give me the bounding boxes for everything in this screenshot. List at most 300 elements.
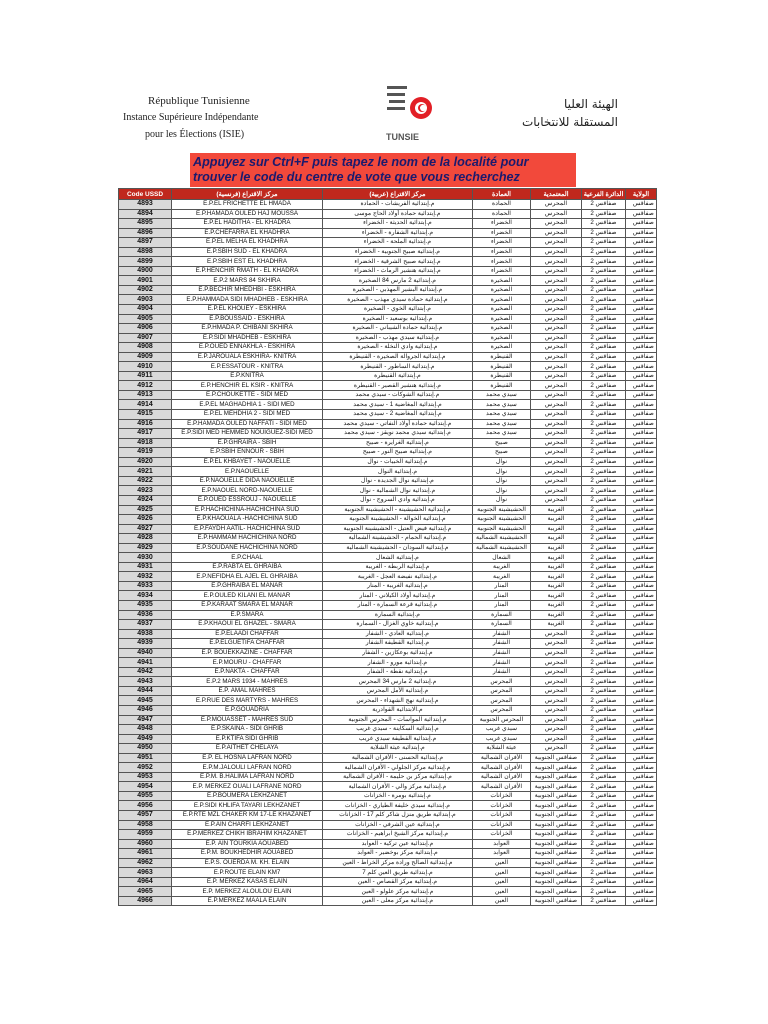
cell-subdistrict: صفاقس 2 xyxy=(582,744,626,754)
cell-code: 4902 xyxy=(119,285,172,295)
table-row xyxy=(119,725,657,735)
cell-center-fr: E.P.MERKEZ MAALA ELAIN xyxy=(172,896,323,906)
cell-imada: الشفار xyxy=(473,648,531,658)
cell-code: 4906 xyxy=(119,324,172,334)
cell-governorate: صفاقس xyxy=(626,209,657,219)
cell-center-fr: E.P.GHRAIRA - SBIH xyxy=(172,438,323,448)
cell-center-fr: E.P. AMAL MAHRES xyxy=(172,686,323,696)
table-row xyxy=(119,362,657,372)
cell-governorate: صفاقس xyxy=(626,600,657,610)
logo-text: TUNSIE xyxy=(386,132,420,142)
cell-subdistrict: صفاقس 2 xyxy=(582,438,626,448)
cell-subdistrict: صفاقس 2 xyxy=(582,448,626,458)
cell-imada: الشفار xyxy=(473,667,531,677)
cell-code: 4929 xyxy=(119,543,172,553)
cell-imada: العين xyxy=(473,858,531,868)
cell-imada: الحشيشينة الشمالية xyxy=(473,543,531,553)
cell-subdistrict: صفاقس 2 xyxy=(582,324,626,334)
cell-subdistrict: صفاقس 2 xyxy=(582,276,626,286)
cell-center-fr: E.P.MERKEZ CHIKH IBRAHIM KHAZANET xyxy=(172,830,323,840)
cell-governorate: صفاقس xyxy=(626,610,657,620)
cell-code: 4932 xyxy=(119,572,172,582)
cell-delegation: المحرس xyxy=(531,495,582,505)
cell-delegation: المحرس xyxy=(531,400,582,410)
cell-center-fr: E.P.CHAAL xyxy=(172,553,323,563)
table-row xyxy=(119,562,657,572)
cell-center-ar: م.إبتدائية القطيفة الشفار xyxy=(323,639,473,649)
cell-delegation: المحرس xyxy=(531,371,582,381)
cell-center-ar: م.إبتدائية القنيطرة xyxy=(323,371,473,381)
table-row xyxy=(119,820,657,830)
cell-imada: العوابد xyxy=(473,839,531,849)
cell-imada: السمارة xyxy=(473,610,531,620)
cell-code: 4893 xyxy=(119,200,172,210)
cell-imada: الصخيرة xyxy=(473,343,531,353)
cell-code: 4955 xyxy=(119,791,172,801)
table-row xyxy=(119,438,657,448)
cell-governorate: صفاقس xyxy=(626,620,657,630)
cell-governorate: صفاقس xyxy=(626,285,657,295)
cell-subdistrict: صفاقس 2 xyxy=(582,791,626,801)
cell-code: 4953 xyxy=(119,772,172,782)
table-row xyxy=(119,200,657,210)
cell-center-ar: م.إبتدائية الشفارة - الخضراء xyxy=(323,228,473,238)
cell-governorate: صفاقس xyxy=(626,677,657,687)
cell-governorate: صفاقس xyxy=(626,419,657,429)
cell-delegation: المحرس xyxy=(531,705,582,715)
cell-center-fr: E.P.EL KHOUEY - ESKHIRA xyxy=(172,305,323,315)
cell-center-ar: م.إبتدائية الشعال xyxy=(323,553,473,563)
table-row xyxy=(119,333,657,343)
cell-delegation: الغريبة xyxy=(531,610,582,620)
cell-center-fr: E.P.BECHIR MHEDHBI - ESKHIRA xyxy=(172,285,323,295)
cell-imada: المحرس الجنوبية xyxy=(473,715,531,725)
cell-center-fr: E.P.SBIH SUD - EL KHADRA xyxy=(172,247,323,257)
cell-subdistrict: صفاقس 2 xyxy=(582,830,626,840)
cell-governorate: صفاقس xyxy=(626,782,657,792)
cell-code: 4943 xyxy=(119,677,172,687)
cell-center-fr: E.P.HENCHIR RMATH - EL KHADRA xyxy=(172,266,323,276)
cell-center-fr: E.P.BOUSSAID - ESKHIRA xyxy=(172,314,323,324)
cell-governorate: صفاقس xyxy=(626,562,657,572)
cell-delegation: صفاقس الجنوبية xyxy=(531,791,582,801)
table-row xyxy=(119,858,657,868)
cell-imada: نوال xyxy=(473,486,531,496)
table-row xyxy=(119,381,657,391)
cell-governorate: صفاقس xyxy=(626,591,657,601)
cell-delegation: المحرس xyxy=(531,381,582,391)
cell-governorate: صفاقس xyxy=(626,495,657,505)
cell-code: 4924 xyxy=(119,495,172,505)
cell-governorate: صفاقس xyxy=(626,266,657,276)
cell-governorate: صفاقس xyxy=(626,715,657,725)
cell-governorate: صفاقس xyxy=(626,362,657,372)
cell-code: 4903 xyxy=(119,295,172,305)
cell-center-ar: م.إبتدائية الحمام - الحشيشينة الشمالية xyxy=(323,534,473,544)
cell-delegation: صفاقس الجنوبية xyxy=(531,887,582,897)
cell-imada: المحرس xyxy=(473,686,531,696)
cell-delegation: الغريبة xyxy=(531,591,582,601)
cell-code: 4934 xyxy=(119,591,172,601)
cell-governorate: صفاقس xyxy=(626,705,657,715)
cell-delegation: المحرس xyxy=(531,467,582,477)
cell-subdistrict: صفاقس 2 xyxy=(582,896,626,906)
cell-center-fr: E.P.SOUDANE HACHICHINA NORD xyxy=(172,543,323,553)
cell-subdistrict: صفاقس 2 xyxy=(582,515,626,525)
table-row xyxy=(119,772,657,782)
cell-delegation: الغريبة xyxy=(531,505,582,515)
cell-governorate: صفاقس xyxy=(626,410,657,420)
table-row xyxy=(119,400,657,410)
cell-subdistrict: صفاقس 2 xyxy=(582,811,626,821)
table-row xyxy=(119,696,657,706)
cell-center-fr: E.P.AITHET CHELAYA xyxy=(172,744,323,754)
cell-center-ar: م.إبتدائية طريق العين كلم 7 xyxy=(323,868,473,878)
cell-delegation: المحرس xyxy=(531,352,582,362)
cell-code: 4961 xyxy=(119,849,172,859)
cell-code: 4946 xyxy=(119,705,172,715)
cell-center-ar: م.إبتدائية فيض العتيل - الحشيشينة الجنوبية xyxy=(323,524,473,534)
cell-center-fr: E.P. MERKEZ OUALI LAFRANE NORD xyxy=(172,782,323,792)
cell-governorate: صفاقس xyxy=(626,553,657,563)
cell-delegation: المحرس xyxy=(531,448,582,458)
table-row xyxy=(119,209,657,219)
cell-delegation: صفاقس الجنوبية xyxy=(531,858,582,868)
table-row xyxy=(119,534,657,544)
cell-governorate: صفاقس xyxy=(626,305,657,315)
cell-imada: الأفران الشمالية xyxy=(473,763,531,773)
table-row xyxy=(119,247,657,257)
cell-delegation: صفاقس الجنوبية xyxy=(531,782,582,792)
cell-center-fr: E.P.KHAOUI EL GHAZEL - SMARA xyxy=(172,620,323,630)
cell-subdistrict: صفاقس 2 xyxy=(582,381,626,391)
cell-delegation: المحرس xyxy=(531,686,582,696)
cell-governorate: صفاقس xyxy=(626,343,657,353)
cell-delegation: الغريبة xyxy=(531,543,582,553)
table-row xyxy=(119,410,657,420)
cell-subdistrict: صفاقس 2 xyxy=(582,238,626,248)
cell-imada: الشفار xyxy=(473,658,531,668)
cell-center-ar: م.إبتدائية الحديثة - الخضراء xyxy=(323,219,473,229)
cell-subdistrict: صفاقس 2 xyxy=(582,600,626,610)
cell-center-ar: م.إبتدائية نهج الشهداء - المحرس xyxy=(323,696,473,706)
col-header-center-fr: مركز الاقتراع (فرنسية) xyxy=(172,189,323,200)
table-row xyxy=(119,457,657,467)
cell-delegation: المحرس xyxy=(531,639,582,649)
table-row xyxy=(119,839,657,849)
cell-delegation: المحرس xyxy=(531,390,582,400)
cell-center-ar: م.إبتدائية طريق منزل شاكر كلم 17 - الخزانات xyxy=(323,811,473,821)
cell-imada: العين xyxy=(473,887,531,897)
col-header-center-ar: مركز الاقتراع (عربية) xyxy=(323,189,473,200)
cell-governorate: صفاقس xyxy=(626,333,657,343)
cell-imada: المحرس xyxy=(473,696,531,706)
cell-governorate: صفاقس xyxy=(626,476,657,486)
cell-center-fr: E.P.NAOUELLE xyxy=(172,467,323,477)
cell-center-ar: م.إبتدائية القطيفة سيدي غريب xyxy=(323,734,473,744)
cell-governorate: صفاقس xyxy=(626,543,657,553)
cell-center-fr: E.P.HACHICHINA-HACHICHINA SUD xyxy=(172,505,323,515)
cell-delegation: المحرس xyxy=(531,285,582,295)
cell-imada: نوال xyxy=(473,467,531,477)
cell-center-ar: م.إبتدائية بوسعيد - الصخيرة xyxy=(323,314,473,324)
cell-subdistrict: صفاقس 2 xyxy=(582,849,626,859)
cell-governorate: صفاقس xyxy=(626,820,657,830)
cell-governorate: صفاقس xyxy=(626,534,657,544)
cell-center-ar: م.إبتدائية الخوالة - الحشيشينة الجنوبية xyxy=(323,515,473,525)
cell-delegation: الغريبة xyxy=(531,572,582,582)
cell-subdistrict: صفاقس 2 xyxy=(582,620,626,630)
cell-center-ar: م.إبتدائية الغرايرة - صبيح xyxy=(323,438,473,448)
cell-delegation: المحرس xyxy=(531,266,582,276)
cell-center-ar: م.إبتدائية حمادة الشيباني - الصخيرة xyxy=(323,324,473,334)
cell-governorate: صفاقس xyxy=(626,238,657,248)
cell-center-fr: E.P.HAMMAM HACHICHINA NORD xyxy=(172,534,323,544)
cell-delegation: المحرس xyxy=(531,333,582,343)
cell-center-fr: E.P.JAROUALA ESKHIRA- KNITRA xyxy=(172,352,323,362)
cell-governorate: صفاقس xyxy=(626,295,657,305)
cell-code: 4945 xyxy=(119,696,172,706)
cell-center-ar: م.إبتدائية النوال xyxy=(323,467,473,477)
cell-center-ar: م.إبتدائية السودان - الحشيشينة الشمالية xyxy=(323,543,473,553)
cell-subdistrict: صفاقس 2 xyxy=(582,410,626,420)
table-row xyxy=(119,591,657,601)
cell-imada: الأفران الشمالية xyxy=(473,782,531,792)
cell-subdistrict: صفاقس 2 xyxy=(582,763,626,773)
cell-subdistrict: صفاقس 2 xyxy=(582,858,626,868)
cell-center-fr: E.P.SMARA xyxy=(172,610,323,620)
cell-governorate: صفاقس xyxy=(626,371,657,381)
col-header-code: Code USSD xyxy=(119,189,172,200)
cell-governorate: صفاقس xyxy=(626,763,657,773)
cell-delegation: المحرس xyxy=(531,410,582,420)
cell-center-ar: م.إبتدائية البشير المهذبي - الصخيرة xyxy=(323,285,473,295)
cell-delegation: صفاقس الجنوبية xyxy=(531,877,582,887)
cell-subdistrict: صفاقس 2 xyxy=(582,629,626,639)
cell-center-fr: E.P. BOUEKKAZINE - CHAFFAR xyxy=(172,648,323,658)
cell-subdistrict: صفاقس 2 xyxy=(582,285,626,295)
cell-subdistrict: صفاقس 2 xyxy=(582,295,626,305)
table-row xyxy=(119,390,657,400)
cell-code: 4915 xyxy=(119,410,172,420)
cell-imada: الشفار xyxy=(473,639,531,649)
cell-center-fr: E.P.OULED KILANI EL MANAR xyxy=(172,591,323,601)
cell-governorate: صفاقس xyxy=(626,791,657,801)
cell-delegation: صفاقس الجنوبية xyxy=(531,868,582,878)
cell-governorate: صفاقس xyxy=(626,801,657,811)
cell-delegation: صفاقس الجنوبية xyxy=(531,763,582,773)
cell-code: 4905 xyxy=(119,314,172,324)
cell-subdistrict: صفاقس 2 xyxy=(582,667,626,677)
cell-delegation: المحرس xyxy=(531,305,582,315)
cell-center-ar: م.إبتدائية الحشيشينة - الحشيشينة الجنوبية xyxy=(323,505,473,515)
cell-governorate: صفاقس xyxy=(626,486,657,496)
cell-code: 4918 xyxy=(119,438,172,448)
cell-governorate: صفاقس xyxy=(626,839,657,849)
table-row xyxy=(119,553,657,563)
cell-delegation: المحرس xyxy=(531,438,582,448)
cell-delegation: صفاقس الجنوبية xyxy=(531,830,582,840)
cell-center-fr: E.P.EL MEHDHIA 2 - SIDI MED xyxy=(172,410,323,420)
cell-governorate: صفاقس xyxy=(626,658,657,668)
cell-imada: العوابد xyxy=(473,849,531,859)
cell-governorate: صفاقس xyxy=(626,228,657,238)
cell-subdistrict: صفاقس 2 xyxy=(582,457,626,467)
cell-code: 4927 xyxy=(119,524,172,534)
cell-governorate: صفاقس xyxy=(626,324,657,334)
cell-delegation: المحرس xyxy=(531,209,582,219)
cell-center-ar: م.إبتدائية مركز الجلولي - الأفران الشمالية xyxy=(323,763,473,773)
cell-subdistrict: صفاقس 2 xyxy=(582,305,626,315)
cell-subdistrict: صفاقس 2 xyxy=(582,715,626,725)
cell-code: 4959 xyxy=(119,830,172,840)
table-row xyxy=(119,620,657,630)
cell-code: 4917 xyxy=(119,429,172,439)
cell-subdistrict: صفاقس 2 xyxy=(582,343,626,353)
cell-governorate: صفاقس xyxy=(626,200,657,210)
cell-delegation: المحرس xyxy=(531,276,582,286)
cell-imada: القنيطرة xyxy=(473,371,531,381)
table-row xyxy=(119,238,657,248)
cell-imada: نوال xyxy=(473,457,531,467)
cell-center-fr: E.P.RABTA EL GHRAIBA xyxy=(172,562,323,572)
cell-governorate: صفاقس xyxy=(626,515,657,525)
table-row xyxy=(119,801,657,811)
cell-delegation: المحرس xyxy=(531,486,582,496)
cell-subdistrict: صفاقس 2 xyxy=(582,333,626,343)
table-row xyxy=(119,677,657,687)
table-row xyxy=(119,887,657,897)
cell-imada: الصخيرة xyxy=(473,324,531,334)
cell-governorate: صفاقس xyxy=(626,772,657,782)
table-row xyxy=(119,715,657,725)
cell-code: 4919 xyxy=(119,448,172,458)
cell-center-ar: م.إبتدائية صبيح الشرقية - الخضراء xyxy=(323,257,473,267)
cell-center-fr: E.P.EL FRICHETTE EL HMADA xyxy=(172,200,323,210)
cell-subdistrict: صفاقس 2 xyxy=(582,467,626,477)
table-body xyxy=(119,200,657,906)
cell-governorate: صفاقس xyxy=(626,887,657,897)
cell-imada: الخضراء xyxy=(473,219,531,229)
cell-subdistrict: صفاقس 2 xyxy=(582,839,626,849)
cell-center-fr: E.P.OUED ENNAKHLA - ESKHIRA xyxy=(172,343,323,353)
cell-code: 4942 xyxy=(119,667,172,677)
table-row xyxy=(119,849,657,859)
cell-center-ar: م.إبتدائية بوعكازين - الشفار xyxy=(323,648,473,658)
cell-imada: الخضراء xyxy=(473,247,531,257)
cell-imada: القنيطرة xyxy=(473,352,531,362)
cell-code: 4894 xyxy=(119,209,172,219)
cell-governorate: صفاقس xyxy=(626,467,657,477)
cell-governorate: صفاقس xyxy=(626,725,657,735)
cell-center-fr: E.P.SIDI MED HEMMED NOUIGUEZ-SIDI MED xyxy=(172,429,323,439)
cell-delegation: المحرس xyxy=(531,324,582,334)
cell-subdistrict: صفاقس 2 xyxy=(582,696,626,706)
cell-imada: سيدي غريب xyxy=(473,734,531,744)
cell-center-fr: E.P.MOUASSET - MAHRES SUD xyxy=(172,715,323,725)
cell-subdistrict: صفاقس 2 xyxy=(582,581,626,591)
cell-center-fr: E.P.SIDI MHADHEB - ESKHIRA xyxy=(172,333,323,343)
cell-imada: الحمادة xyxy=(473,209,531,219)
cell-delegation: الغريبة xyxy=(531,524,582,534)
cell-center-ar: م.إبتدائية بومرة - الخزانات xyxy=(323,791,473,801)
cell-code: 4964 xyxy=(119,877,172,887)
cell-center-ar: م.إبتدائية سيدي مهذب - الصخيرة xyxy=(323,333,473,343)
table-row xyxy=(119,782,657,792)
cell-center-ar: م.الابتدائية القوادرية xyxy=(323,705,473,715)
cell-code: 4931 xyxy=(119,562,172,572)
cell-center-ar: م.إبتدائية السكاينة - سيدي غريب xyxy=(323,725,473,735)
cell-center-fr: E.P.SBIH EST EL KHADHRA xyxy=(172,257,323,267)
cell-subdistrict: صفاقس 2 xyxy=(582,495,626,505)
cell-subdistrict: صفاقس 2 xyxy=(582,868,626,878)
cell-imada: العين xyxy=(473,868,531,878)
cell-delegation: الغريبة xyxy=(531,515,582,525)
cell-subdistrict: صفاقس 2 xyxy=(582,639,626,649)
cell-subdistrict: صفاقس 2 xyxy=(582,610,626,620)
cell-code: 4960 xyxy=(119,839,172,849)
cell-governorate: صفاقس xyxy=(626,868,657,878)
cell-subdistrict: صفاقس 2 xyxy=(582,362,626,372)
cell-subdistrict: صفاقس 2 xyxy=(582,562,626,572)
polling-centers-table xyxy=(118,188,657,906)
cell-subdistrict: صفاقس 2 xyxy=(582,219,626,229)
table-row xyxy=(119,705,657,715)
table-row xyxy=(119,811,657,821)
cell-subdistrict: صفاقس 2 xyxy=(582,801,626,811)
col-header-subdistrict: الدائرة الفرعية xyxy=(582,189,626,200)
cell-code: 4937 xyxy=(119,620,172,630)
cell-governorate: صفاقس xyxy=(626,429,657,439)
table-row xyxy=(119,639,657,649)
cell-code: 4939 xyxy=(119,639,172,649)
cell-subdistrict: صفاقس 2 xyxy=(582,553,626,563)
cell-governorate: صفاقس xyxy=(626,276,657,286)
cell-imada: الخضراء xyxy=(473,266,531,276)
cell-center-ar: م.إبتدائية خاوي الغزال - السمارة xyxy=(323,620,473,630)
cell-imada: سيدي محمد xyxy=(473,419,531,429)
table-row xyxy=(119,543,657,553)
cell-center-ar: م.إبتدائية المغاضية 1 - سيدي محمد xyxy=(323,400,473,410)
table-row xyxy=(119,610,657,620)
cell-center-fr: E.P. AIN TOURKIA AOUABED xyxy=(172,839,323,849)
cell-center-fr: E.P.ESSATOUR - KNITRA xyxy=(172,362,323,372)
cell-subdistrict: صفاقس 2 xyxy=(582,200,626,210)
cell-center-fr: E.P.AIN CHARFI LEKHZANET xyxy=(172,820,323,830)
cell-center-fr: E.P.GHRAIBA EL MANAR xyxy=(172,581,323,591)
cell-code: 4930 xyxy=(119,553,172,563)
cell-delegation: المحرس xyxy=(531,677,582,687)
cell-code: 4914 xyxy=(119,400,172,410)
cell-imada: الخزانات xyxy=(473,801,531,811)
cell-governorate: صفاقس xyxy=(626,448,657,458)
cell-center-ar: م.إبتدائية الخوي - الصخيرة xyxy=(323,305,473,315)
cell-governorate: صفاقس xyxy=(626,696,657,706)
cell-imada: الغريبة xyxy=(473,562,531,572)
cell-code: 4910 xyxy=(119,362,172,372)
cell-imada: الحمادة xyxy=(473,200,531,210)
cell-governorate: صفاقس xyxy=(626,381,657,391)
cell-center-ar: م.إبتدائية قرعة السمارة - المنار xyxy=(323,600,473,610)
cell-imada: الشعال xyxy=(473,553,531,563)
cell-subdistrict: صفاقس 2 xyxy=(582,400,626,410)
cell-center-fr: E.P.FAYDH AATIL- HACHICHINA SUD xyxy=(172,524,323,534)
cell-code: 4941 xyxy=(119,658,172,668)
cell-center-fr: E.P.HENCHIR EL KSIR - KNITRA xyxy=(172,381,323,391)
cell-center-fr: E.P.CHOUKETTE - SIDI MED xyxy=(172,390,323,400)
table-row xyxy=(119,276,657,286)
cell-code: 4904 xyxy=(119,305,172,315)
